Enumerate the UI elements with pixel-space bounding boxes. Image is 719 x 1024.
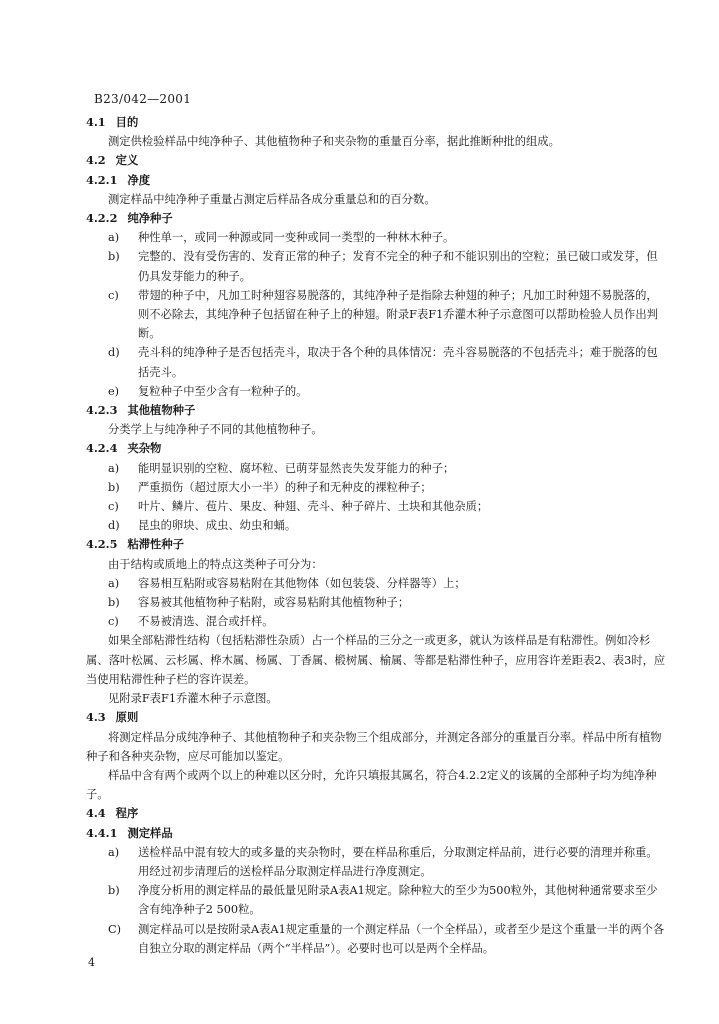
list-item (86, 881, 666, 919)
section-number: 4.2.3 (86, 403, 118, 418)
list-item-text: 容易被其他植物种子粘附，或容易粘附其他植物种子； (138, 596, 410, 610)
section-title: 原则 (115, 710, 139, 725)
section-heading (86, 209, 666, 228)
list-item (86, 574, 666, 593)
section-title: 纯净种子 (127, 211, 173, 226)
list-item-label: c) (108, 288, 119, 302)
list-item (86, 343, 666, 381)
paragraph: 见附录F表F1乔灌木种子示意图。 (108, 692, 278, 706)
list-item (86, 593, 666, 612)
list-item-label: a) (108, 231, 120, 245)
section-number: 4.2 (86, 153, 106, 168)
section-heading (86, 708, 666, 727)
section-title: 其他植物种子 (127, 403, 196, 418)
section-heading (86, 151, 666, 170)
list-item-text: 完整的、没有受伤害的、发育正常的种子；发育不完全的种子和不能识别出的空粒；虽已破口或发芽，但仍具发芽能力的种子。 (138, 250, 658, 283)
section-heading (86, 113, 666, 132)
list-item (86, 612, 666, 631)
list-item (86, 920, 666, 958)
section-number: 4.4.1 (86, 825, 118, 840)
list-item-label: a) (108, 576, 120, 590)
standard-number: B23/042—2001 (94, 92, 192, 106)
section-number: 4.4 (86, 806, 106, 821)
section-title: 测定样品 (127, 825, 173, 840)
list-item-text: 严重损伤（超过原大小一半）的种子和无种皮的裸粒种子； (138, 480, 432, 494)
list-item-label: d) (108, 519, 120, 533)
list-item-label: a) (108, 845, 120, 859)
section-heading (86, 804, 666, 823)
paragraph: 测定供检验样品中纯净种子、其他植物种子和夹杂物的重量百分率，据此推断种批的组成。 (108, 135, 560, 149)
paragraph: 测定样品中纯净种子重量占测定后样品各成分重量总和的百分数。 (108, 192, 436, 206)
list-item-text: 带翅的种子中，凡加工时种翅容易脱落的，其纯净种子是指除去种翅的种子；凡加工时种翅不易脱落的，则不必除去，其纯净种子包括留在种子上的种翅。附录F表F1乔灌木种子示意图可以帮助检验人员作出判断。 (138, 288, 658, 341)
list-item-text: 叶片、鳞片、苞片、果皮、种翅、壳斗、种子碎片、土块和其他杂质； (138, 500, 489, 514)
section-title: 定义 (115, 153, 139, 168)
section-title: 目的 (115, 115, 139, 129)
list-item-text: 容易相互粘附或容易粘附在其他物体（如包装袋、分样器等）上； (138, 576, 466, 590)
list-item-label: b) (108, 596, 120, 610)
section-heading (86, 171, 666, 190)
list-item (86, 247, 666, 285)
list-item-text: 复粒种子中至少含有一粒种子的。 (138, 384, 308, 398)
paragraph: 样品中含有两个或两个以上的种难以区分时，允许只填报其属名，符合4.2.2定义的该属的全部种子均为纯净种子。 (86, 768, 657, 802)
list-item-label: c) (108, 500, 119, 514)
paragraph: 如果全部粘滞性结构（包括粘滞性杂质）占一个样品的三分之一或更多，就认为该样品是有粘滞性。例如冷杉属、落叶松属、云杉属、桦木属、杨属、丁香属、椴树属、榆属、等都是粘滞性种子，应用容许差距表2、表3时，应当使用粘滞性种子栏的容许误差。 (86, 634, 666, 686)
section-heading (86, 535, 666, 554)
list-item-label: a) (108, 461, 120, 475)
list-item-text: 不易被清选、混合或扦样。 (138, 615, 274, 629)
paragraph: 分类学上与纯净种子不同的其他植物种子。 (108, 423, 323, 437)
list-item-text: 壳斗科的纯净种子是否包括壳斗，取决于各个种的具体情况：壳斗容易脱落的不包括壳斗；难于脱落的包括壳斗。 (138, 346, 658, 379)
section-number: 4.3 (86, 710, 106, 725)
section-heading (86, 439, 666, 458)
section-number: 4.1 (86, 115, 106, 129)
list-item-text: 净度分析用的测定样品的最低量见附录A表A1规定。除种粒大的至少为500粒外，其他树种通常要求至少含有纯净种子2 500粒。 (138, 884, 658, 917)
list-item-label: b) (108, 250, 120, 264)
list-item (86, 459, 666, 478)
document-body (86, 113, 666, 958)
list-item (86, 478, 666, 497)
list-item (86, 382, 666, 401)
list-item (86, 286, 666, 344)
page-number: 4 (88, 956, 95, 969)
list-item (86, 228, 666, 247)
section-number: 4.2.4 (86, 441, 118, 456)
list-item (86, 843, 666, 881)
section-title: 程序 (115, 806, 139, 821)
section-title: 粘滞性种子 (127, 537, 184, 552)
list-item-label: d) (108, 346, 120, 360)
list-item-label: c) (108, 615, 119, 629)
list-item (86, 516, 666, 535)
section-title: 夹杂物 (127, 441, 162, 456)
section-heading (86, 824, 666, 843)
list-item (86, 497, 666, 516)
list-item-text: 昆虫的卵块、成虫、幼虫和蛹。 (138, 519, 297, 533)
paragraph: 将测定样品分成纯净种子、其他植物种子和夹杂物三个组成部分，并测定各部分的重量百分率。样品中所有植物种子和各种夹杂物，应尽可能加以鉴定。 (86, 730, 662, 763)
section-number: 4.2.2 (86, 211, 118, 226)
list-item-label: e) (108, 384, 120, 398)
section-title: 净度 (127, 172, 151, 187)
list-item-text: 送检样品中混有较大的或多量的夹杂物时，要在样品称重后，分取测定样品前，进行必要的清理并称重。用经过初步清理后的送检样品分取测定样品进行净度测定。 (138, 845, 658, 878)
section-number: 4.2.5 (86, 537, 118, 552)
list-item-label: C) (108, 922, 122, 936)
paragraph: 由于结构或质地上的特点这类种子可分为： (108, 557, 323, 571)
list-item-text: 测定样品可以是按附录A表A1规定重量的一个测定样品（一个全样品），或者至少是这个重量一半的两个各自独立分取的测定样品（两个“半样品”）。必要时也可以是两个全样品。 (138, 922, 665, 955)
section-number: 4.2.1 (86, 172, 118, 187)
section-heading (86, 401, 666, 420)
list-item-text: 种性单一，或同一种源或同一变种或同一类型的一种林木种子。 (138, 231, 455, 245)
list-item-text: 能明显识别的空粒、腐坏粒、已萌芽显然丧失发芽能力的种子； (138, 461, 455, 475)
list-item-label: b) (108, 884, 120, 898)
list-item-label: b) (108, 480, 120, 494)
